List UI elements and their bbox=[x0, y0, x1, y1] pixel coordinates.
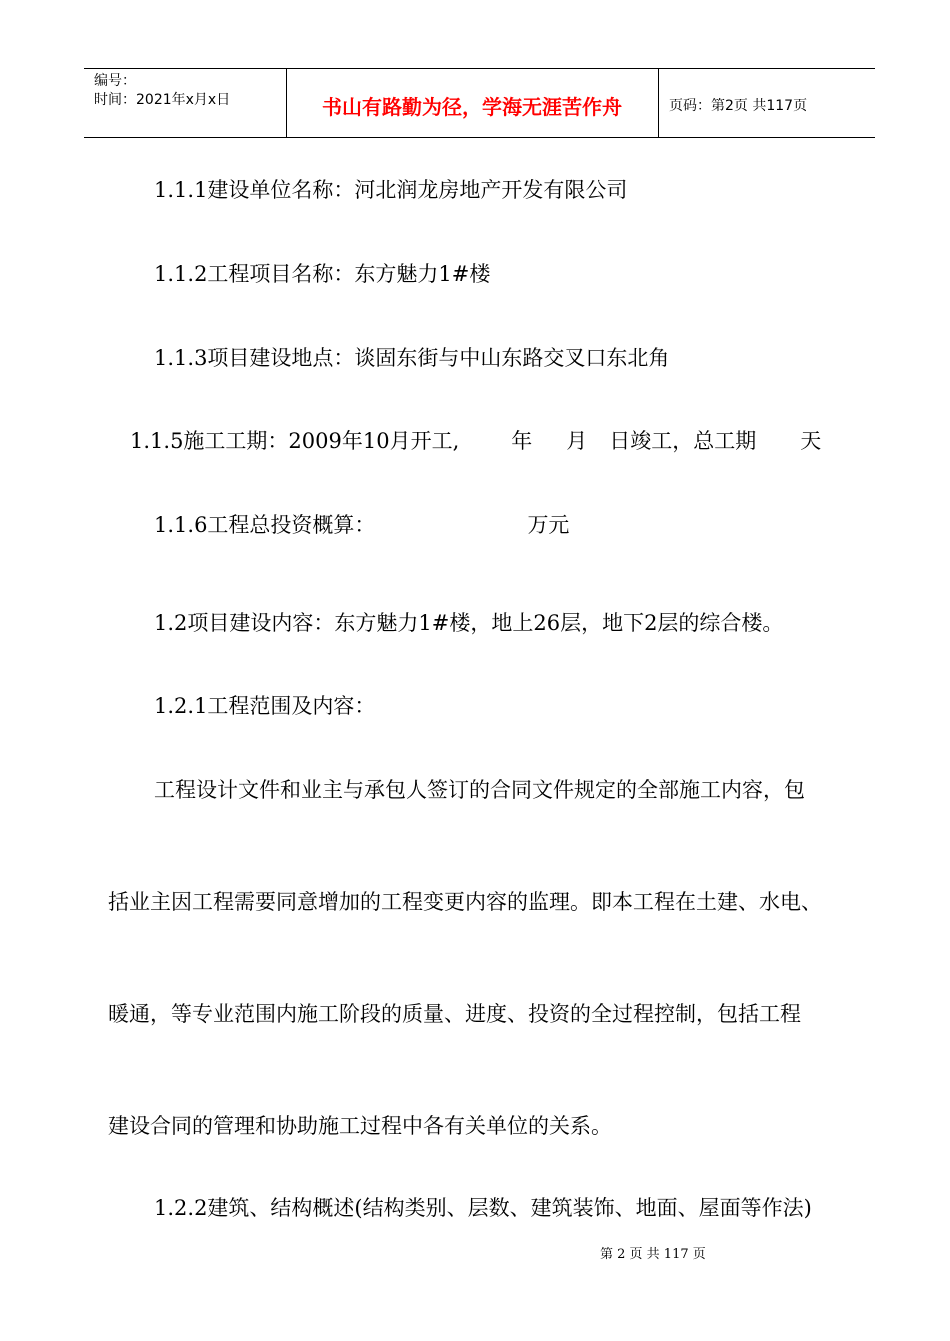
project-location-line: 1.1.3项目建设地点：谈固东街与中山东路交叉口东北角 bbox=[154, 346, 670, 370]
construction-period-line bbox=[130, 428, 821, 454]
header-meta-cell bbox=[84, 69, 287, 137]
construction-unit-line: 1.1.1建设单位名称：河北润龙房地产开发有限公司 bbox=[154, 178, 628, 202]
document-time-label: 时间：2021年x月x日 bbox=[94, 92, 231, 108]
structure-overview-heading: 1.2.2建筑、结构概述(结构类别、层数、建筑装饰、地面、屋面等作法) bbox=[154, 1196, 812, 1220]
construction-period-month: 月 bbox=[566, 429, 588, 453]
document-code-label: 编号： bbox=[94, 73, 136, 89]
construction-period-year: 年 bbox=[511, 429, 533, 453]
project-content-line: 1.2项目建设内容：东方魅力1#楼，地上26层，地下2层的综合楼。 bbox=[154, 611, 784, 635]
investment-line bbox=[154, 512, 569, 538]
construction-period-start: 1.1.5施工工期：2009年10月开工, bbox=[130, 429, 460, 453]
header-motto-cell bbox=[286, 69, 659, 137]
header-motto: 书山有路勤为径，学海无涯苦作舟 bbox=[322, 95, 622, 119]
construction-period-days: 天 bbox=[800, 429, 822, 453]
header-page-code: 页码：第2页 共117页 bbox=[669, 98, 808, 114]
scope-paragraph-line-2: 括业主因工程需要同意增加的工程变更内容的监理。即本工程在土建、水电、 bbox=[108, 890, 822, 914]
header-page-cell bbox=[659, 69, 875, 137]
page-footer: 第 2 页 共 117 页 bbox=[600, 1247, 706, 1262]
investment-unit: 万元 bbox=[527, 513, 570, 537]
investment-label: 1.1.6工程总投资概算： bbox=[154, 513, 376, 537]
scope-paragraph-line-1: 工程设计文件和业主与承包人签订的合同文件规定的全部施工内容，包 bbox=[154, 778, 805, 802]
page-header bbox=[84, 68, 875, 138]
scope-paragraph-line-4: 建设合同的管理和协助施工过程中各有关单位的关系。 bbox=[108, 1114, 612, 1138]
scope-paragraph-line-3: 暖通，等专业范围内施工阶段的质量、进度、投资的全过程控制，包括工程 bbox=[108, 1002, 801, 1026]
scope-heading: 1.2.1工程范围及内容： bbox=[154, 694, 376, 718]
project-name-line: 1.1.2工程项目名称：东方魅力1#楼 bbox=[154, 262, 491, 286]
construction-period-end: 日竣工，总工期 bbox=[609, 429, 757, 453]
